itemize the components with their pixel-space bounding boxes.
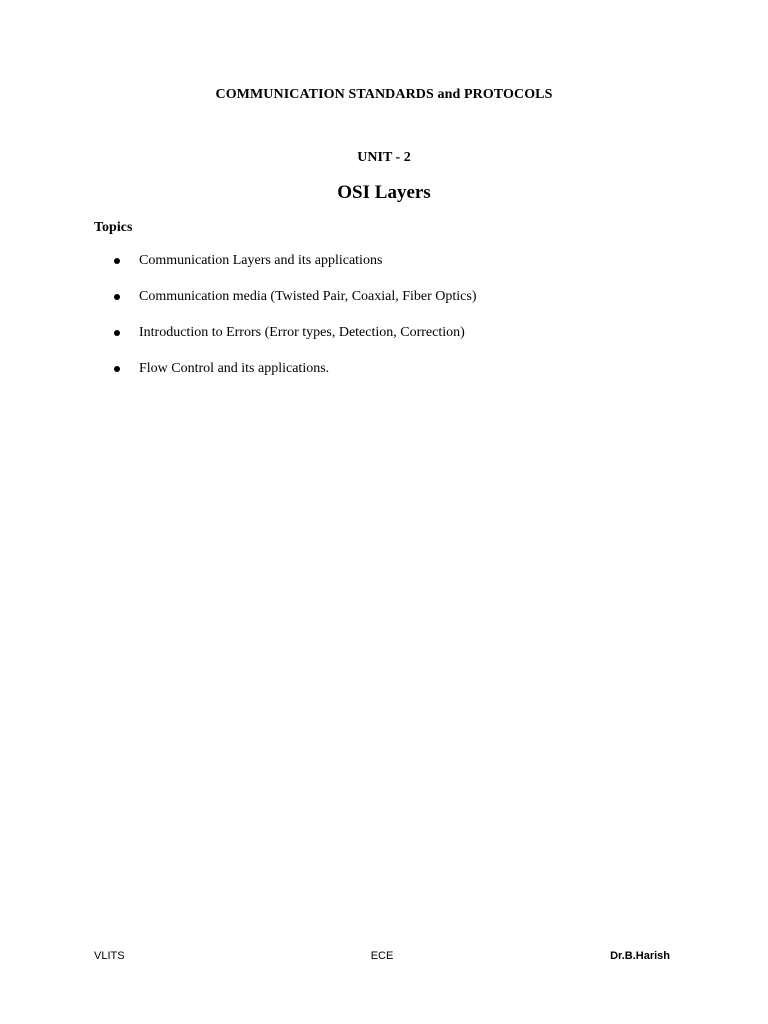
- footer-department: ECE: [370, 950, 394, 962]
- bullet-icon: [114, 258, 120, 264]
- footer-author: Dr.B.Harish: [610, 950, 670, 962]
- unit-label: UNIT - 2: [357, 150, 411, 165]
- topics-heading: Topics: [94, 220, 133, 235]
- topic-text: Flow Control and its applications.: [139, 361, 330, 376]
- bullet-icon: [114, 330, 120, 336]
- topic-text: Introduction to Errors (Error types, Detection, Correction): [139, 325, 465, 340]
- page-footer: [94, 950, 670, 966]
- topic-text: Communication Layers and its applications: [139, 253, 383, 268]
- topic-text: Communication media (Twisted Pair, Coaxial, Fiber Optics): [139, 289, 477, 304]
- bullet-icon: [114, 366, 120, 372]
- course-title: COMMUNICATION STANDARDS and PROTOCOLS: [215, 87, 553, 102]
- footer-institution: VLITS: [94, 950, 125, 962]
- page-title: OSI Layers: [337, 182, 431, 203]
- bullet-icon: [114, 294, 120, 300]
